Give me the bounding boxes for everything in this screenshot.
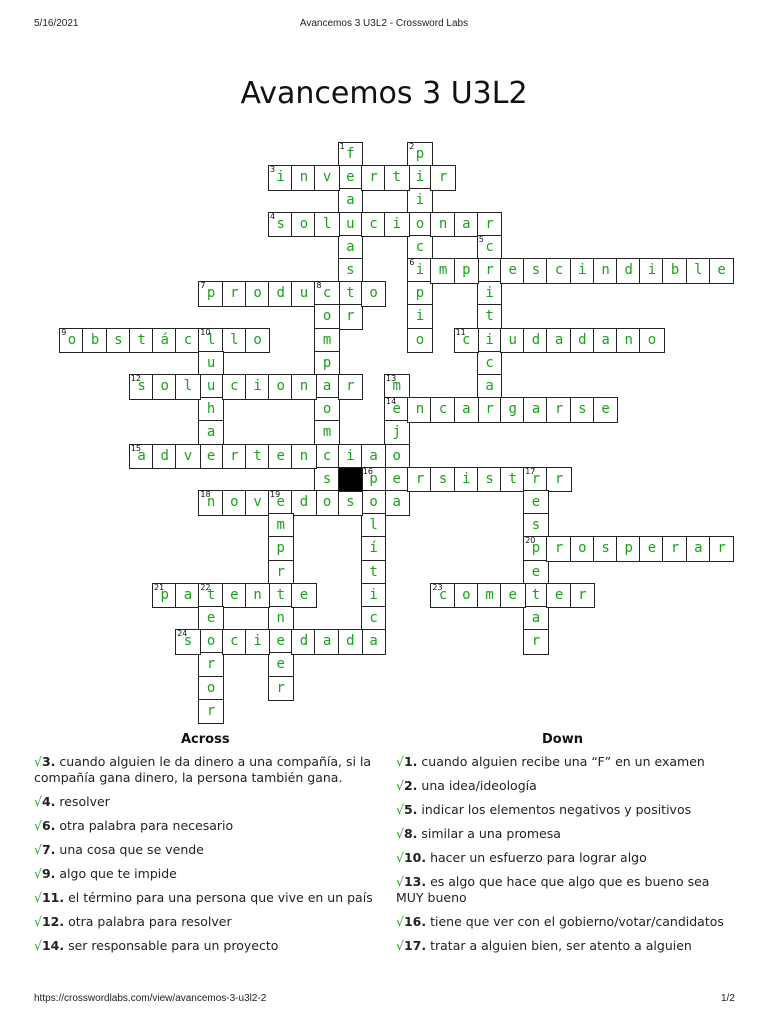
grid-cell[interactable]: r <box>198 699 224 725</box>
clue-text: otra palabra para necesario <box>55 818 234 833</box>
grid-cell[interactable]: e <box>709 258 735 284</box>
grid-cell[interactable]: m <box>314 328 340 354</box>
grid-cell[interactable]: g <box>500 397 526 423</box>
grid-cell[interactable]: e <box>639 536 665 562</box>
grid-cell[interactable]: m 13 <box>384 374 410 400</box>
grid-cell[interactable]: d <box>291 629 317 655</box>
page-title: Avancemos 3 U3L2 <box>240 76 528 111</box>
grid-cell[interactable]: p <box>314 351 340 377</box>
grid-cell[interactable]: o <box>222 490 248 516</box>
grid-cell[interactable]: u <box>291 281 317 307</box>
clue-number: 2. <box>403 778 418 793</box>
down-clue <box>396 850 736 866</box>
grid-cell[interactable]: v <box>245 490 271 516</box>
grid-cell[interactable]: r <box>477 397 503 423</box>
grid-cell[interactable]: c <box>361 212 387 238</box>
grid-cell[interactable]: r <box>570 583 596 609</box>
check-icon: √ <box>396 778 404 793</box>
grid-cell[interactable]: s <box>106 328 132 354</box>
across-clue <box>34 890 374 906</box>
down-heading: Down <box>542 732 583 747</box>
grid-cell[interactable]: c 5 <box>477 235 503 261</box>
grid-cell[interactable]: c <box>175 328 201 354</box>
grid-cell[interactable]: e <box>291 583 317 609</box>
clue-number: 23 <box>432 582 443 592</box>
black-cell <box>338 467 364 493</box>
clue-number: 6 <box>409 258 415 267</box>
grid-cell[interactable]: d <box>268 281 294 307</box>
grid-cell[interactable]: a <box>338 235 364 261</box>
clue-number: 15 <box>130 443 141 453</box>
print-date: 5/16/2021 <box>34 18 79 29</box>
grid-cell[interactable]: r 17 <box>523 467 549 493</box>
across-clue <box>34 914 374 930</box>
grid-cell[interactable]: r <box>222 281 248 307</box>
grid-cell[interactable]: i <box>407 165 433 191</box>
grid-cell[interactable]: l <box>314 212 340 238</box>
across-clue <box>34 938 374 954</box>
grid-cell[interactable]: s <box>523 258 549 284</box>
grid-cell[interactable]: a <box>314 629 340 655</box>
grid-cell[interactable]: c 11 <box>454 328 480 354</box>
down-clue <box>396 914 736 930</box>
check-icon: √ <box>34 890 42 905</box>
grid-cell[interactable]: d <box>152 444 178 470</box>
grid-cell[interactable]: o <box>291 212 317 238</box>
grid-cell[interactable]: m <box>268 513 294 539</box>
grid-cell[interactable]: c 8 <box>314 281 340 307</box>
grid-cell[interactable]: a <box>198 420 224 446</box>
clue-text: resolver <box>55 794 110 809</box>
grid-cell[interactable]: n <box>593 258 619 284</box>
grid-cell[interactable]: e 19 <box>268 490 294 516</box>
grid-cell[interactable]: a <box>477 374 503 400</box>
clue-text: hacer un esfuerzo para lograr algo <box>426 850 647 865</box>
grid-cell[interactable]: e <box>593 397 619 423</box>
grid-cell[interactable]: r <box>523 629 549 655</box>
grid-cell[interactable]: v <box>314 165 340 191</box>
grid-cell[interactable]: r <box>268 676 294 702</box>
grid-cell[interactable]: o <box>152 374 178 400</box>
clue-number: 9 <box>61 327 67 337</box>
grid-cell[interactable]: c <box>222 629 248 655</box>
grid-cell[interactable]: p <box>407 281 433 307</box>
down-clue <box>396 826 736 842</box>
down-clue-list <box>396 754 736 962</box>
check-icon: √ <box>34 914 42 929</box>
grid-cell[interactable]: i 3 <box>268 165 294 191</box>
grid-cell[interactable]: l 10 <box>198 328 224 354</box>
grid-cell[interactable]: o <box>198 629 224 655</box>
grid-cell[interactable]: e <box>523 490 549 516</box>
grid-cell[interactable]: s <box>593 536 619 562</box>
grid-cell[interactable]: c <box>222 374 248 400</box>
clue-text: tratar a alguien bien, ser atento a alguien <box>426 938 692 953</box>
clue-number: 11 <box>455 327 466 337</box>
clue-number: 12. <box>41 914 65 929</box>
grid-cell[interactable]: e <box>500 583 526 609</box>
grid-cell[interactable]: n <box>291 374 317 400</box>
clue-text: indicar los elementos negativos y positivos <box>417 802 692 817</box>
grid-cell[interactable]: s 24 <box>175 629 201 655</box>
grid-cell[interactable]: r <box>361 165 387 191</box>
clue-text: una idea/ideología <box>417 778 537 793</box>
grid-cell[interactable]: a <box>314 374 340 400</box>
grid-cell[interactable]: d <box>291 490 317 516</box>
grid-cell[interactable]: a <box>384 490 410 516</box>
across-clue <box>34 842 374 858</box>
grid-cell[interactable]: o <box>454 583 480 609</box>
grid-cell[interactable]: u <box>500 328 526 354</box>
clue-number: 7 <box>200 281 206 291</box>
grid-cell[interactable]: s <box>523 513 549 539</box>
grid-cell[interactable]: í <box>361 536 387 562</box>
grid-cell[interactable]: c <box>477 351 503 377</box>
grid-cell[interactable]: o <box>407 328 433 354</box>
check-icon: √ <box>396 754 404 769</box>
grid-cell[interactable]: o <box>407 212 433 238</box>
clue-number: 18 <box>200 490 211 499</box>
clue-number: 16 <box>362 466 373 476</box>
grid-cell[interactable]: r <box>222 444 248 470</box>
grid-cell[interactable]: p 7 <box>198 281 224 307</box>
grid-cell[interactable]: a <box>454 397 480 423</box>
grid-cell[interactable]: j <box>384 420 410 446</box>
clue-number: 10 <box>200 327 211 337</box>
grid-cell[interactable]: r <box>662 536 688 562</box>
check-icon: √ <box>34 818 42 833</box>
grid-cell[interactable]: b <box>662 258 688 284</box>
clue-number: 8. <box>403 826 418 841</box>
grid-cell[interactable]: u <box>338 212 364 238</box>
grid-cell[interactable]: e <box>198 444 224 470</box>
clue-text: cuando alguien le da dinero a una compañía, si la compañía gana dinero, la persona también gana. <box>34 754 372 785</box>
check-icon: √ <box>34 754 42 769</box>
clue-text: otra palabra para resolver <box>64 914 232 929</box>
grid-cell[interactable]: d <box>338 629 364 655</box>
check-icon: √ <box>396 850 404 865</box>
clue-number: 1. <box>403 754 418 769</box>
grid-cell[interactable]: s 12 <box>129 374 155 400</box>
footer-url[interactable]: https://crosswordlabs.com/view/avancemos-3-u3l2-2 <box>34 993 267 1004</box>
clue-number: 10. <box>403 850 427 865</box>
clue-number: 22 <box>200 582 211 592</box>
grid-cell[interactable]: c <box>314 444 340 470</box>
grid-cell[interactable]: a <box>523 606 549 632</box>
clue-number: 19 <box>270 490 281 499</box>
page-number: 1/2 <box>721 993 735 1004</box>
grid-cell[interactable]: s <box>338 490 364 516</box>
grid-cell[interactable]: r <box>709 536 735 562</box>
across-clue <box>34 794 374 810</box>
grid-cell[interactable]: s <box>430 467 456 493</box>
grid-cell[interactable]: s 4 <box>268 212 294 238</box>
grid-cell[interactable]: c <box>430 397 456 423</box>
grid-cell[interactable]: p <box>616 536 642 562</box>
grid-cell[interactable]: o <box>361 281 387 307</box>
grid-cell[interactable]: n <box>430 212 456 238</box>
clue-text: cuando alguien recibe una “F” en un examen <box>417 754 705 769</box>
clue-text: el término para una persona que vive en un país <box>64 890 373 905</box>
grid-cell[interactable]: u <box>198 351 224 377</box>
grid-cell[interactable]: d <box>570 328 596 354</box>
grid-cell[interactable]: m <box>477 583 503 609</box>
grid-cell[interactable]: t <box>338 281 364 307</box>
grid-cell[interactable]: t <box>268 583 294 609</box>
grid-cell[interactable]: a <box>686 536 712 562</box>
grid-cell[interactable]: i <box>454 467 480 493</box>
grid-cell[interactable]: u <box>198 374 224 400</box>
grid-cell[interactable]: o <box>245 281 271 307</box>
check-icon: √ <box>34 866 42 881</box>
grid-cell[interactable]: r <box>546 397 572 423</box>
grid-cell[interactable]: e <box>523 560 549 586</box>
grid-cell[interactable]: a <box>546 328 572 354</box>
clue-text: tiene que ver con el gobierno/votar/candidatos <box>426 914 724 929</box>
grid-cell[interactable]: a <box>338 188 364 214</box>
clue-number: 5 <box>478 234 484 244</box>
grid-cell[interactable]: b <box>82 328 108 354</box>
grid-cell[interactable]: t <box>129 328 155 354</box>
grid-cell[interactable]: i <box>639 258 665 284</box>
grid-cell[interactable]: r <box>407 467 433 493</box>
clue-text: ser responsable para un proyecto <box>64 938 279 953</box>
grid-cell[interactable]: e <box>222 583 248 609</box>
down-clue <box>396 938 736 954</box>
grid-cell[interactable]: o <box>314 397 340 423</box>
across-clue-list <box>34 754 374 962</box>
grid-cell[interactable]: r <box>477 258 503 284</box>
grid-cell[interactable]: i <box>245 374 271 400</box>
grid-cell[interactable]: t <box>523 583 549 609</box>
grid-cell[interactable]: e <box>268 444 294 470</box>
grid-cell[interactable]: p 16 <box>361 467 387 493</box>
grid-cell[interactable]: t <box>245 444 271 470</box>
grid-cell[interactable]: o <box>314 490 340 516</box>
clue-number: 14 <box>386 397 397 407</box>
clue-number: 1 <box>339 142 345 151</box>
grid-cell[interactable]: m <box>314 420 340 446</box>
grid-cell[interactable]: i <box>407 304 433 330</box>
grid-cell[interactable]: p 21 <box>152 583 178 609</box>
grid-cell[interactable]: h <box>198 397 224 423</box>
clue-number: 3 <box>270 165 276 175</box>
grid-cell[interactable]: l <box>175 374 201 400</box>
grid-cell[interactable]: á <box>152 328 178 354</box>
grid-cell[interactable]: e <box>500 258 526 284</box>
grid-cell[interactable]: t <box>477 304 503 330</box>
clue-number: 13. <box>403 874 427 889</box>
grid-cell[interactable]: o <box>314 304 340 330</box>
grid-cell[interactable]: i <box>361 583 387 609</box>
clue-text: similar a una promesa <box>417 826 561 841</box>
clue-number: 8 <box>316 281 322 291</box>
grid-cell[interactable]: a <box>454 212 480 238</box>
across-clue <box>34 818 374 834</box>
grid-cell[interactable]: c <box>546 258 572 284</box>
clue-number: 13 <box>386 374 397 383</box>
across-clue <box>34 866 374 882</box>
grid-cell[interactable]: n <box>291 444 317 470</box>
grid-cell[interactable]: i <box>384 212 410 238</box>
grid-cell[interactable]: r <box>338 374 364 400</box>
grid-cell[interactable]: o <box>245 328 271 354</box>
grid-cell[interactable]: e <box>268 629 294 655</box>
clue-number: 21 <box>154 582 165 592</box>
grid-cell[interactable]: e <box>384 467 410 493</box>
clue-number: 3. <box>41 754 56 769</box>
grid-cell[interactable]: d <box>523 328 549 354</box>
grid-cell[interactable]: c <box>407 235 433 261</box>
grid-cell[interactable]: v <box>175 444 201 470</box>
clue-number: 16. <box>403 914 427 929</box>
grid-cell[interactable]: o <box>361 490 387 516</box>
grid-cell[interactable]: i <box>477 281 503 307</box>
check-icon: √ <box>396 914 404 929</box>
clue-number: 2 <box>409 142 415 151</box>
grid-cell[interactable]: s <box>570 397 596 423</box>
grid-cell[interactable]: p <box>268 536 294 562</box>
down-clue <box>396 802 736 818</box>
grid-cell[interactable]: l <box>361 513 387 539</box>
clue-number: 17 <box>525 466 536 476</box>
check-icon: √ <box>34 794 42 809</box>
clue-number: 12 <box>130 374 141 383</box>
grid-cell[interactable]: r <box>338 304 364 330</box>
grid-cell[interactable]: r <box>477 212 503 238</box>
grid-cell[interactable]: e <box>268 652 294 678</box>
grid-cell[interactable]: l <box>222 328 248 354</box>
grid-cell[interactable]: e <box>338 165 364 191</box>
grid-cell[interactable]: c <box>361 606 387 632</box>
grid-cell[interactable]: a <box>361 444 387 470</box>
grid-cell[interactable]: n 18 <box>198 490 224 516</box>
grid-cell[interactable]: n <box>245 583 271 609</box>
grid-cell[interactable]: s <box>314 467 340 493</box>
clue-text: una cosa que se vende <box>55 842 204 857</box>
down-clue <box>396 754 736 770</box>
grid-cell[interactable]: a <box>175 583 201 609</box>
grid-cell[interactable]: o 9 <box>59 328 85 354</box>
grid-cell[interactable]: r <box>430 165 456 191</box>
grid-cell[interactable]: i 6 <box>407 258 433 284</box>
check-icon: √ <box>396 826 404 841</box>
clue-number: 7. <box>41 842 56 857</box>
grid-cell[interactable]: e <box>546 583 572 609</box>
grid-cell[interactable]: r <box>198 652 224 678</box>
clue-number: 4 <box>270 211 276 221</box>
grid-cell[interactable]: t 22 <box>198 583 224 609</box>
grid-cell[interactable]: p 2 <box>407 142 433 168</box>
check-icon: √ <box>34 842 42 857</box>
check-icon: √ <box>396 874 404 889</box>
grid-cell[interactable]: t <box>500 467 526 493</box>
grid-cell[interactable]: o <box>570 536 596 562</box>
clue-number: 20 <box>525 536 536 546</box>
grid-cell[interactable]: s <box>477 467 503 493</box>
across-clue <box>34 754 374 786</box>
grid-cell[interactable]: n <box>291 165 317 191</box>
check-icon: √ <box>34 938 42 953</box>
grid-cell[interactable]: m <box>430 258 456 284</box>
grid-cell[interactable]: n <box>268 606 294 632</box>
grid-cell[interactable]: f 1 <box>338 142 364 168</box>
clue-text: es algo que hace que algo que es bueno sea MUY bueno <box>396 874 710 905</box>
grid-cell[interactable]: d <box>616 258 642 284</box>
clue-number: 17. <box>403 938 427 953</box>
across-heading: Across <box>181 732 230 747</box>
grid-cell[interactable]: r <box>268 560 294 586</box>
grid-cell[interactable]: r <box>546 536 572 562</box>
grid-cell[interactable]: n <box>616 328 642 354</box>
print-title: Avancemos 3 U3L2 - Crossword Labs <box>299 18 469 29</box>
check-icon: √ <box>396 802 404 817</box>
grid-cell[interactable]: p <box>454 258 480 284</box>
grid-cell[interactable]: r <box>546 467 572 493</box>
grid-cell[interactable]: e <box>198 606 224 632</box>
grid-cell[interactable]: i <box>245 629 271 655</box>
grid-cell[interactable]: l <box>686 258 712 284</box>
grid-cell[interactable]: i <box>407 188 433 214</box>
grid-cell[interactable]: t <box>361 560 387 586</box>
clue-text: algo que te impide <box>55 866 177 881</box>
grid-cell[interactable]: o <box>268 374 294 400</box>
clue-number: 11. <box>41 890 65 905</box>
grid-cell[interactable]: c 23 <box>430 583 456 609</box>
grid-cell[interactable]: n <box>407 397 433 423</box>
grid-cell[interactable]: i <box>570 258 596 284</box>
grid-cell[interactable]: t <box>384 165 410 191</box>
grid-cell[interactable]: a 15 <box>129 444 155 470</box>
clue-number: 4. <box>41 794 56 809</box>
grid-cell[interactable]: o <box>384 444 410 470</box>
grid-cell[interactable]: o <box>198 676 224 702</box>
grid-cell[interactable]: a <box>361 629 387 655</box>
clue-number: 14. <box>41 938 65 953</box>
clue-number: 6. <box>41 818 56 833</box>
grid-cell[interactable]: o <box>639 328 665 354</box>
grid-cell[interactable]: e 14 <box>384 397 410 423</box>
clue-number: 9. <box>41 866 56 881</box>
grid-cell[interactable]: p 20 <box>523 536 549 562</box>
grid-cell[interactable]: i <box>477 328 503 354</box>
grid-cell[interactable]: s <box>338 258 364 284</box>
check-icon: √ <box>396 938 404 953</box>
grid-cell[interactable]: i <box>338 444 364 470</box>
down-clue <box>396 874 736 906</box>
grid-cell[interactable]: a <box>593 328 619 354</box>
clue-number: 5. <box>403 802 418 817</box>
down-clue <box>396 778 736 794</box>
grid-cell[interactable]: a <box>523 397 549 423</box>
clue-number: 24 <box>177 629 188 639</box>
